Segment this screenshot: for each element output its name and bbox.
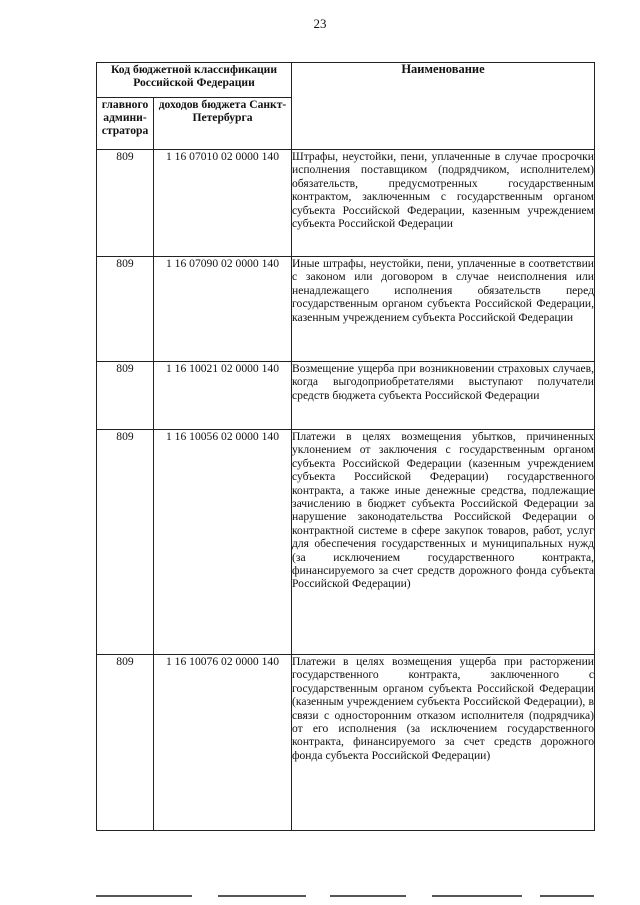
header-admin-column: главного админи-стратора [97, 98, 154, 150]
table-body [97, 150, 595, 831]
header-code-group: Код бюджетной классификации Российской Федерации [97, 63, 292, 98]
name-cell: Платежи в целях возмещения ущерба при расторжении государственного контракта, заключенного с государственным органом субъекта Российской Федерации (казенным учреждением субъекта Российской Федерации), в связи с односторонним отказом исполнителя (подрядчика) от его исполнения (за исключением государственного контракта, финансируемого за счет средств дорожного фонда субъекта Российской Федерации) [292, 655, 595, 831]
admin-code-cell: 809 [97, 257, 154, 362]
footer-scan-line [432, 895, 522, 897]
admin-code-cell: 809 [97, 430, 154, 655]
budget-classification-table [96, 62, 595, 831]
header-name-column: Наименование [292, 63, 595, 150]
footer-scan-line [218, 895, 306, 897]
revenue-code-cell: 1 16 10076 02 0000 140 [154, 655, 292, 831]
revenue-code-cell: 1 16 10056 02 0000 140 [154, 430, 292, 655]
name-cell: Возмещение ущерба при возникновении страховых случаев, когда выгодоприобретателями выступают получатели средств бюджета субъекта Российской Федерации [292, 362, 595, 430]
admin-code-cell: 809 [97, 150, 154, 257]
header-revenue-column: доходов бюджета Санкт-Петербурга [154, 98, 292, 150]
table-header [97, 63, 595, 150]
admin-code-cell: 809 [97, 655, 154, 831]
admin-code-cell: 809 [97, 362, 154, 430]
name-cell: Платежи в целях возмещения убытков, причиненных уклонением от заключения с государственным органом субъекта Российской Федерации (казенным учреждением субъекта Российской Федерации) государственного контракта, а также иные денежные средства, подлежащие зачислению в бюджет субъекта Российской Федерации за нарушение законодательства Российской Федерации о контрактной системе в сфере закупок товаров, работ, услуг для обеспечения государственных и муниципальных нужд (за исключением государственного контракта, финансируемого за счет средств дорожного фонда субъекта Российской Федерации) [292, 430, 595, 655]
table-row [97, 257, 595, 362]
name-cell: Штрафы, неустойки, пени, уплаченные в случае просрочки исполнения поставщиком (подрядчиком, исполнителем) обязательств, предусмотренных государственным контрактом, заключенным с государственным органом субъекта Российской Федерации, казенным учреждением субъекта Российской Федерации [292, 150, 595, 257]
revenue-code-cell: 1 16 07090 02 0000 140 [154, 257, 292, 362]
revenue-code-cell: 1 16 07010 02 0000 140 [154, 150, 292, 257]
table-row [97, 150, 595, 257]
table-row [97, 430, 595, 655]
table-row [97, 362, 595, 430]
footer-scan-line [540, 895, 594, 897]
footer-scan-line [330, 895, 406, 897]
page-number: 23 [313, 16, 327, 31]
table-row [97, 655, 595, 831]
name-cell: Иные штрафы, неустойки, пени, уплаченные в соответствии с законом или договором в случае неисполнения или ненадлежащего исполнения обязательств перед государственным органом субъекта Российской Федерации, казенным учреждением субъекта Российской Федерации [292, 257, 595, 362]
revenue-code-cell: 1 16 10021 02 0000 140 [154, 362, 292, 430]
footer-scan-line [96, 895, 192, 897]
